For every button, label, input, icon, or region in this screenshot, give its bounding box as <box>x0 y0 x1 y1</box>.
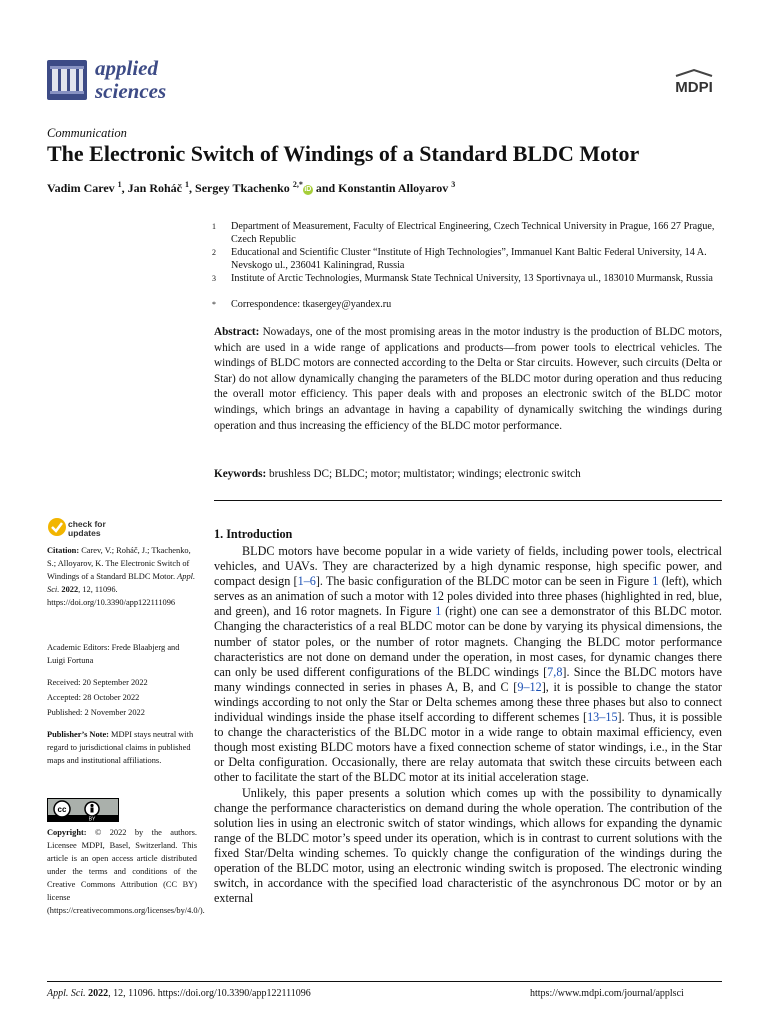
figure-link[interactable]: 1 <box>435 604 442 619</box>
keywords: Keywords: brushless DC; BLDC; motor; multistator; windings; electronic switch <box>214 468 581 480</box>
orcid-icon[interactable]: iD <box>304 186 312 193</box>
journal-name: applied sciences <box>95 56 167 103</box>
paper-title: The Electronic Switch of Windings of a Standard BLDC Motor <box>47 141 640 166</box>
footer-citation: Appl. Sci. 2022, 12, 11096. https://doi.org/10.3390/app122111096 <box>47 988 311 999</box>
published-date: Published: 2 November 2022 <box>47 708 145 717</box>
academic-editors: Academic Editors: Frede Blaabjerg and Luigi Fortuna <box>47 643 180 665</box>
article-type: Communication <box>47 126 127 140</box>
publisher-note: Publisher’s Note: MDPI stays neutral with regard to jurisdictional claims in published maps and institutional affiliations. <box>47 730 194 765</box>
affiliation-3: 3 Institute of Arctic Technologies, Murmansk State Technical University, 13 Sportivnaya ul., 183010 Murmansk, Russia <box>212 273 713 284</box>
check-for-updates-icon[interactable] <box>47 517 67 537</box>
paragraph-2: Unlikely, this paper presents a solution which comes up with the possibility to dynamically change the performance characteristics on demand during the whole operation. The contribution of the solution lies in using an electronic switch of stator windings, which allows for expanding the dynamic range of the BLDC motor’s speed under its operation, which is in contrast to current solutions with the fixed Star/Delta winding schemes. To quickly change the configuration of the windings during the operation of the BLDC motor, using an electronic winding switch is proposed. The electronic winding switch, in accordance with the specified load characteristic of the asynchronous DC motor or by an external <box>214 785 722 906</box>
cc-by-license-badge[interactable] <box>47 798 119 822</box>
ref-link[interactable]: 7,8 <box>547 664 563 679</box>
ref-link[interactable]: 1–6 <box>297 574 316 589</box>
affiliation-2: 2 Educational and Scientific Cluster “Institute of High Technologies”, Immanuel Kant Baltic Federal University, 14 A. Nevskogo ul., 236041 Kaliningrad, Russia <box>212 247 707 271</box>
introduction-text <box>214 544 722 906</box>
paragraph-1: BLDC motors have become popular in a wide variety of fields, including power tools, electrical vehicles, and UAVs. They are characterized by a high dynamic response, high specific power, and compact design [1–6]. The basic configuration of the BLDC motor can be seen in Figure 1 (left), which serves as an animation of such a motor with 12 poles divided into three phases (highlighted in red, blue, and green), and 16 rotor magnets. In Figure 1 (right) one can see a demonstrator of this BLDC motor. Changing the characteristics of a real BLDC motor can be done by varying its physical dimensions, the number of stator poles, or the number of rotor magnets. Changing the BLDC motor performance characteristics are not done on demand under the operation, in most cases, for dynamic changes there can only be used different configurations of the BLDC windings [7,8]. Since the BLDC motors have many windings connected in series in phases A, B, and C [9–12], it is possible to change the stator windings according to not only the Star or Delta schemes among these three phases but also to connect individual windings inside the phase itself according to different schemes [13–15]. Thus, it is possible to change the characteristics of the BLDC motor in a wide range to obtain maximal efficiency, even though most existing BLDC motors have a fixed connection scheme of stator windings, i.e., in the Star or Delta configuration. Occasionally, there are relay automata that switch these circuits between each other to facilitate the start of the BLDC motor at its initial acceleration stage. <box>214 544 722 785</box>
accepted-date: Accepted: 28 October 2022 <box>47 693 140 702</box>
ref-link[interactable]: 9–12 <box>517 679 542 694</box>
publisher-name: MDPI <box>675 79 713 96</box>
correspondence: * Correspondence: tkasergey@yandex.ru <box>212 299 392 310</box>
cc-by-icon <box>48 799 118 821</box>
divider <box>214 500 722 501</box>
check-for-updates-label[interactable]: check for updates <box>68 519 106 538</box>
figure-link[interactable]: 1 <box>652 574 659 589</box>
journal-url[interactable]: https://www.mdpi.com/journal/applsci <box>530 988 684 999</box>
cc-label: cc <box>57 805 67 814</box>
affiliation-1: 1 Department of Measurement, Faculty of Electrical Engineering, Czech Technical University in Prague, 166 27 Prague, Czech Republic <box>212 221 715 245</box>
abstract: Abstract: Nowadays, one of the most promising areas in the motor industry is the production of BLDC motors, which are used in a wide range of applications and products—from power tools to electrical vehicles. The windings of BLDC motors are connected according to the Delta or Star circuits. However, such circuits (Delta or Star) do not allow dynamically changing the parameters of the BLDC motor during operation and thus reducing the overall motor efficiency. This paper deals with and proposes an electronic switch of the BLDC motor windings, which brings an advantage in having a capability of dynamically switching the windings during operation and thus increasing the efficiency of the BLDC motor performance. <box>214 326 722 432</box>
footer-divider <box>47 981 722 982</box>
section-heading: 1. Introduction <box>214 527 293 541</box>
copyright: Copyright: © 2022 by the authors. Licensee MDPI, Basel, Switzerland. This article is an open access article distributed under the terms and conditions of the Creative Commons Attribution (CC BY) license (https://creativecommons.org/licenses/by/4.0/). <box>47 828 205 915</box>
by-label: BY <box>88 816 96 821</box>
ref-link[interactable]: 13–15 <box>587 710 618 725</box>
citation: Citation: Carev, V.; Roháč, J.; Tkachenko, S.; Alloyarov, K. The Electronic Switch of Windings of a Standard BLDC Motor. Appl. Sci. 2022, 12, 11096. https://doi.org/10.3390/app122111096 <box>47 546 196 607</box>
received-date: Received: 20 September 2022 <box>47 678 148 687</box>
author-list: Vadim Carev $^1$, Jan Roháč $^1$, Sergey Tkachenko $^{2,*}$iD and Konstantin Alloyarov $^3$ <box>47 180 456 195</box>
mdpi-logo-icon <box>666 68 722 98</box>
journal-logo-icon <box>47 60 87 100</box>
